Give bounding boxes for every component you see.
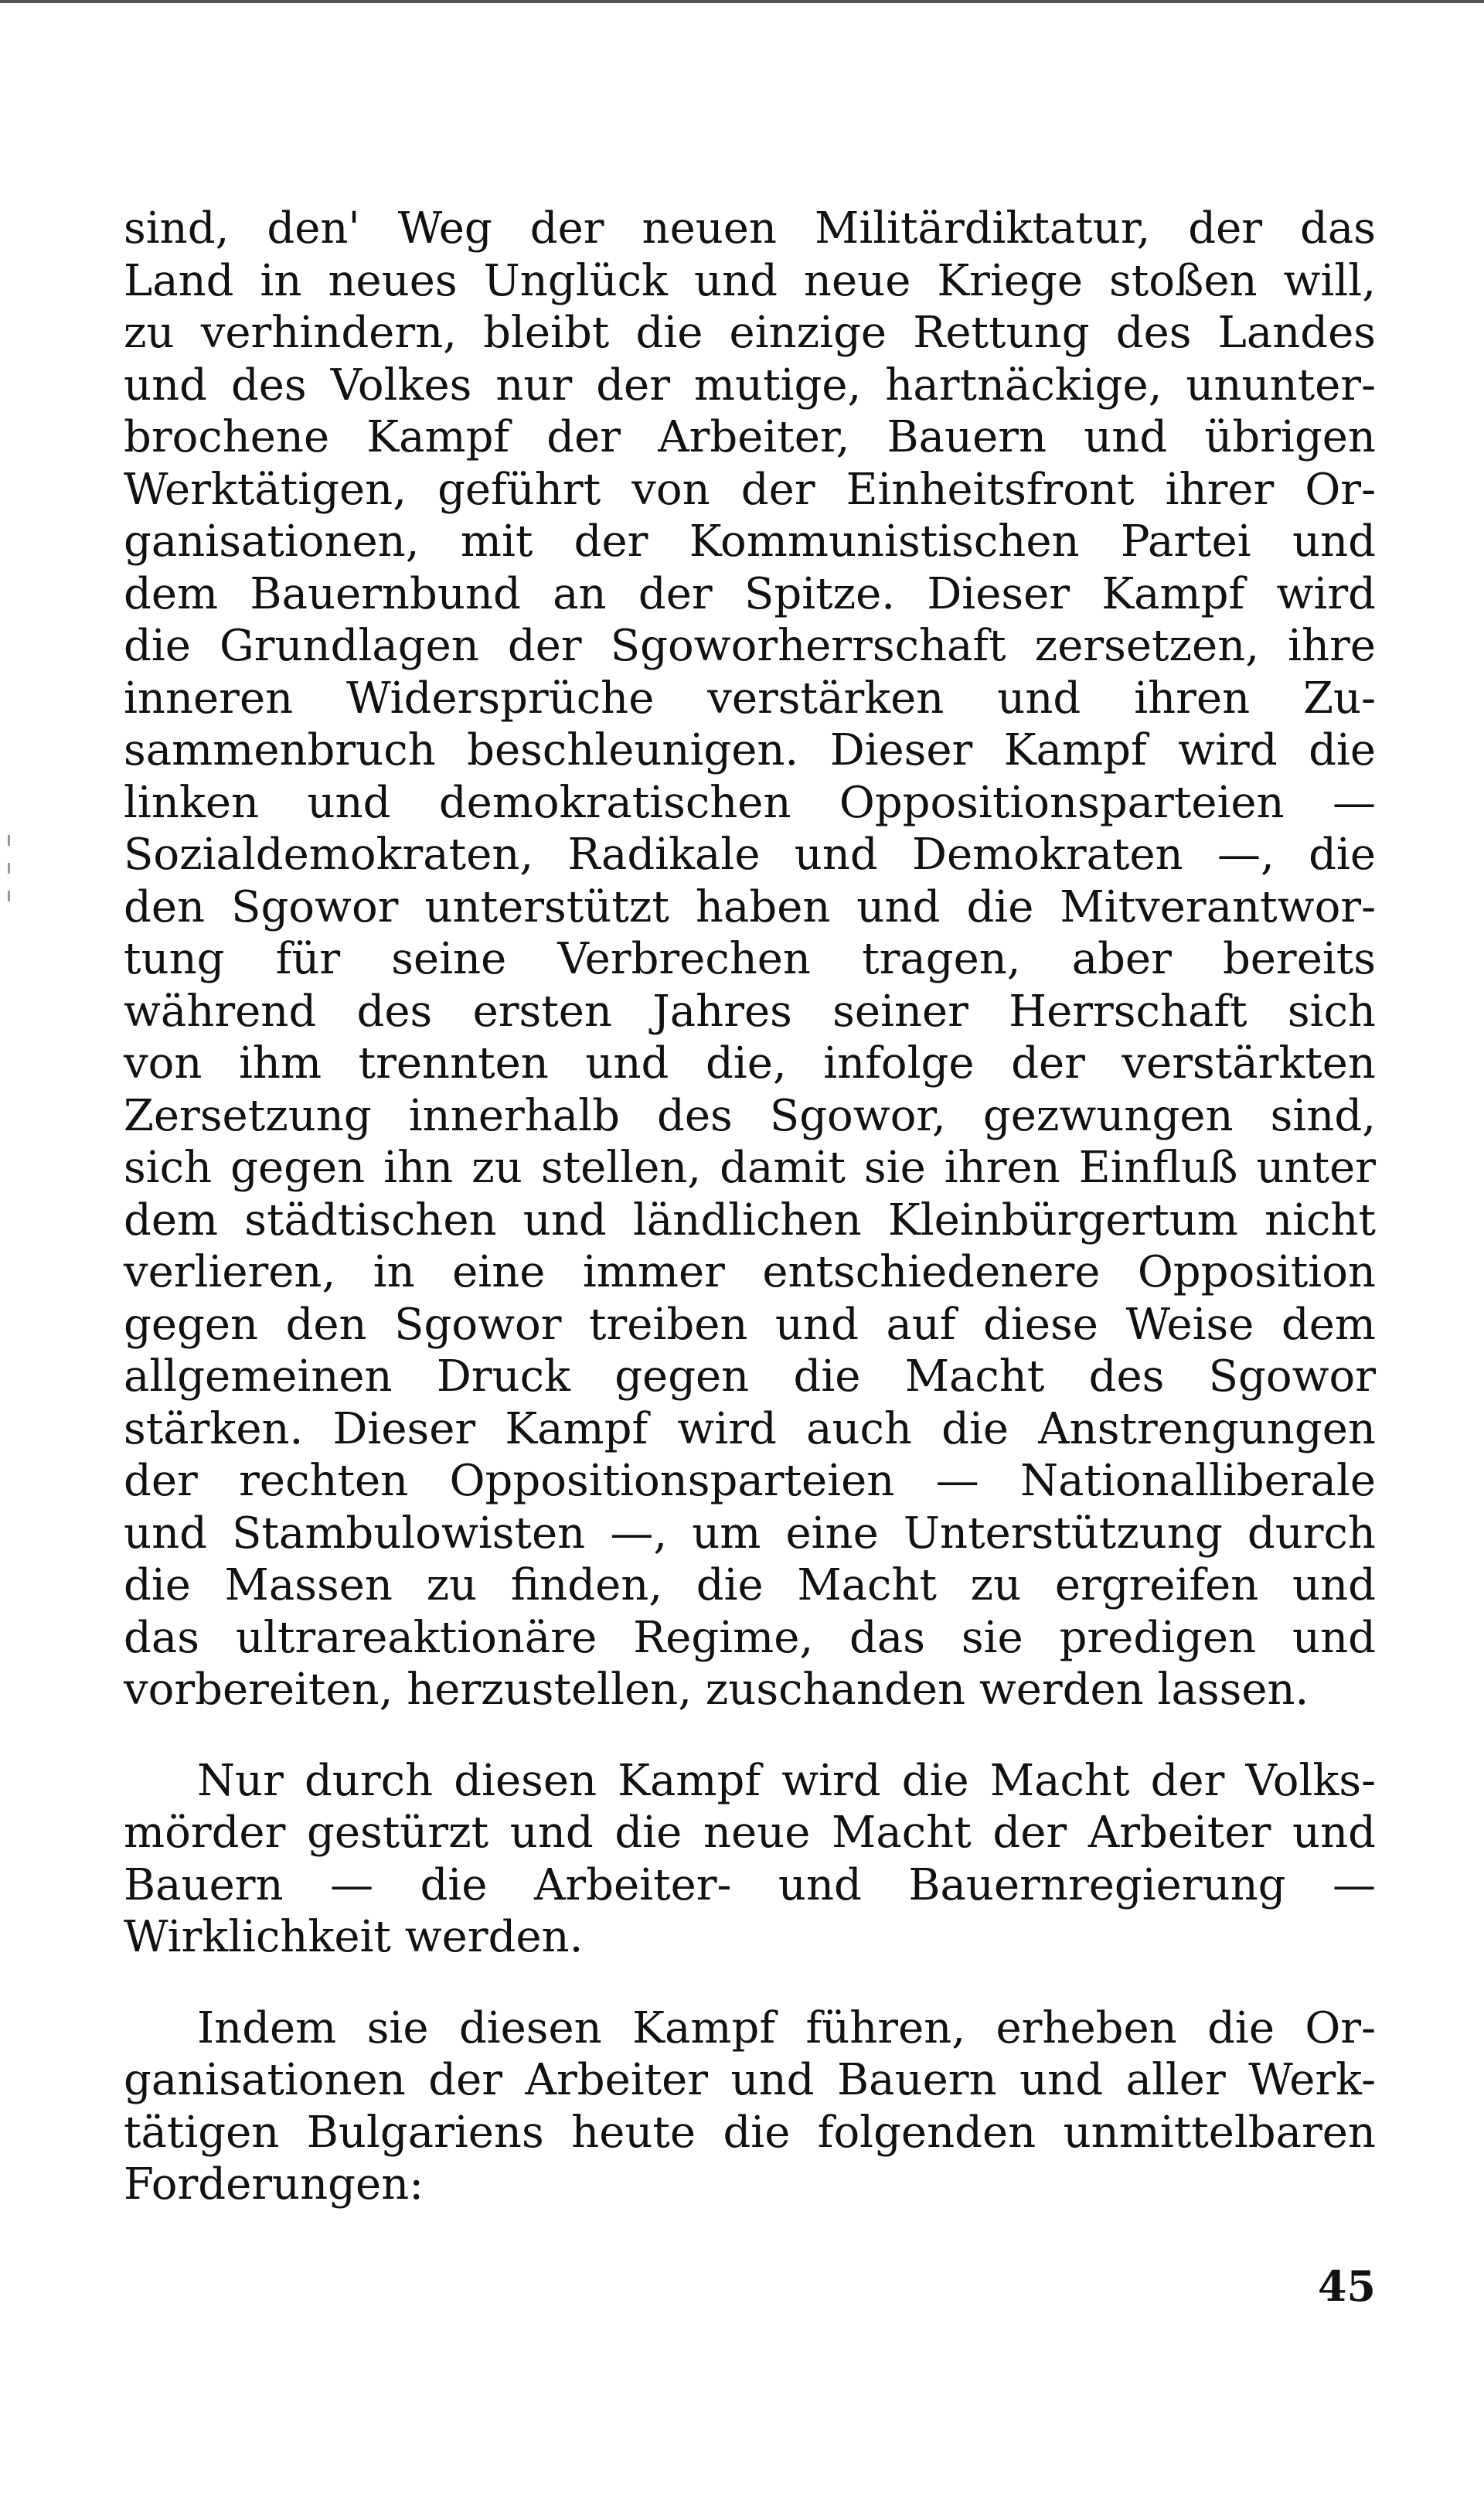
text-line: allgemeinen Druck gegen die Macht des Sgowor [124,1351,1376,1402]
text-line: inneren Widersprüche verstärken und ihren Zu- [124,673,1376,724]
text-line: die Grundlagen der Sgoworherrschaft zersetzen, ihre [124,621,1376,671]
top-border-line [0,0,1484,3]
text-line: zu verhindern, bleibt die einzige Rettung des Landes [124,308,1376,358]
text-line: Indem sie diesen Kampf führen, erheben die Or- [197,2002,1376,2053]
text-line: sind, den' Weg der neuen Militärdiktatur, der das [124,203,1376,254]
text-line: brochene Kampf der Arbeiter, Bauern und übrigen [124,412,1376,462]
margin-speck [8,891,10,901]
paragraph-3 [124,2002,1376,2211]
text-line: vorbereiten, herzustellen, zuschanden werden lassen. [124,1665,1309,1715]
text-line: tung für seine Verbrechen tragen, aber bereits [124,934,1376,984]
paragraph-2 [124,1755,1376,1964]
text-line: Bauern — die Arbeiter- und Bauernregierung — [124,1859,1376,1910]
text-line: Nur durch diesen Kampf wird die Macht der Volks- [197,1755,1376,1806]
text-line: den Sgowor unterstützt haben und die Mitverantwor- [124,881,1376,932]
paragraph-1 [124,203,1376,1716]
text-line: sich gegen ihn zu stellen, damit sie ihren Einfluß unter [124,1143,1376,1193]
text-line: der rechten Oppositionsparteien — Nationalliberale [124,1456,1376,1506]
paragraph-spacer [124,1716,1376,1755]
margin-speck [8,863,10,874]
text-line: und des Volkes nur der mutige, hartnäckige, ununter- [124,360,1376,411]
text-line: ganisationen, mit der Kommunistischen Partei und [124,516,1376,567]
text-line: das ultrareaktionäre Regime, das sie predigen und [124,1612,1376,1663]
text-line: dem Bauernbund an der Spitze. Dieser Kampf wird [124,568,1376,619]
text-line: gegen den Sgowor treiben und auf diese Weise dem [124,1299,1376,1350]
text-line: Sozialdemokraten, Radikale und Demokraten —, die [124,830,1376,880]
page-body-text [124,203,1376,2211]
text-line: sammenbruch beschleunigen. Dieser Kampf wird die [124,725,1376,775]
paragraph-spacer [124,1964,1376,2002]
page-number: 45 [1317,2261,1376,2311]
text-line: Land in neues Unglück und neue Kriege stoßen will, [124,255,1376,306]
text-line: Werktätigen, geführt von der Einheitsfront ihrer Or- [124,464,1376,515]
text-line: linken und demokratischen Oppositionsparteien — [124,777,1376,828]
text-line: mörder gestürzt und die neue Macht der Arbeiter und [124,1808,1376,1858]
text-line: tätigen Bulgariens heute die folgenden unmittelbaren [124,2107,1376,2158]
text-line: während des ersten Jahres seiner Herrschaft sich [124,986,1376,1037]
text-line: Wirklichkeit werden. [124,1912,584,1962]
text-line: dem städtischen und ländlichen Kleinbürgertum nicht [124,1194,1376,1245]
text-line: und Stambulowisten —, um eine Unterstützung durch [124,1508,1376,1559]
text-line: die Massen zu finden, die Macht zu ergreifen und [124,1560,1376,1610]
text-line: von ihm trennten und die, infolge der verstärkten [124,1038,1376,1089]
text-line: Forderungen: [124,2159,424,2210]
text-line: Zersetzung innerhalb des Sgowor, gezwungen sind, [124,1090,1376,1141]
text-line: ganisationen der Arbeiter und Bauern und aller Werk- [124,2055,1376,2105]
margin-speck [8,835,10,846]
margin-specks [5,835,15,912]
text-line: stärken. Dieser Kampf wird auch die Anstrengungen [124,1403,1376,1454]
text-line: verlieren, in eine immer entschiedenere Opposition [124,1247,1376,1297]
